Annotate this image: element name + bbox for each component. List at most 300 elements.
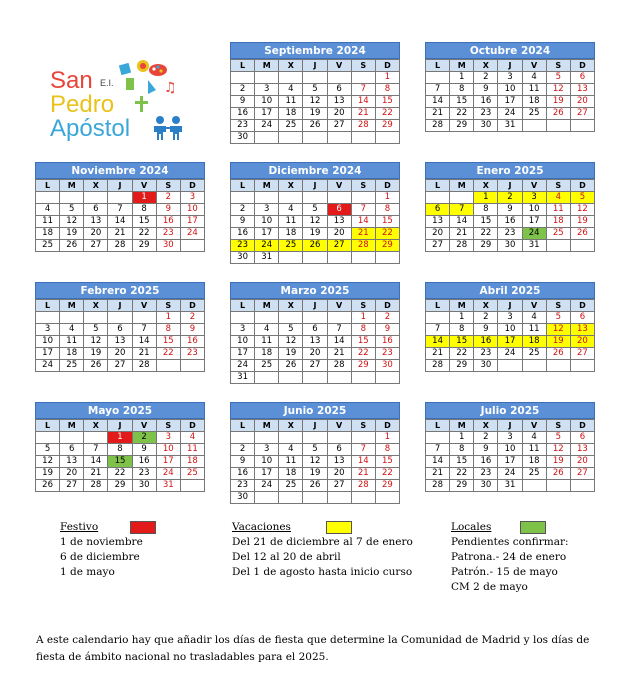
day-cell: 3 xyxy=(255,444,279,456)
week-row xyxy=(426,456,595,468)
weekday-header: L xyxy=(231,420,255,432)
empty-cell xyxy=(180,240,204,252)
day-cell: 18 xyxy=(180,456,204,468)
day-cell: 5 xyxy=(84,324,108,336)
month-title: Julio 2025 xyxy=(425,402,595,419)
day-cell: 15 xyxy=(108,456,132,468)
month-calendar xyxy=(425,162,595,252)
empty-cell xyxy=(450,192,474,204)
day-cell: 25 xyxy=(279,240,303,252)
week-row xyxy=(36,468,205,480)
week-row xyxy=(426,480,595,492)
day-cell: 1 xyxy=(375,72,399,84)
weekday-header: S xyxy=(546,60,570,72)
empty-cell xyxy=(279,372,303,384)
day-cell: 17 xyxy=(36,348,60,360)
day-cell: 18 xyxy=(279,468,303,480)
month-calendar xyxy=(35,162,205,252)
empty-cell xyxy=(255,372,279,384)
month-calendar xyxy=(230,42,400,144)
day-cell: 2 xyxy=(498,192,522,204)
weekday-header: V xyxy=(132,180,156,192)
day-cell: 27 xyxy=(108,360,132,372)
weekday-header: D xyxy=(570,60,594,72)
day-cell: 14 xyxy=(327,336,351,348)
day-cell: 29 xyxy=(375,120,399,132)
day-cell: 15 xyxy=(156,336,180,348)
month-calendar xyxy=(425,42,595,132)
weekday-header: J xyxy=(108,180,132,192)
weekday-header-row xyxy=(231,60,400,72)
day-cell: 20 xyxy=(327,228,351,240)
day-cell: 3 xyxy=(498,312,522,324)
school-logo xyxy=(48,58,198,148)
day-cell: 7 xyxy=(426,324,450,336)
day-cell: 7 xyxy=(327,324,351,336)
day-cell: 26 xyxy=(546,108,570,120)
day-cell: 21 xyxy=(351,468,375,480)
weekday-header: S xyxy=(156,300,180,312)
day-cell: 27 xyxy=(303,360,327,372)
day-cell: 1 xyxy=(450,432,474,444)
week-row xyxy=(426,108,595,120)
week-row xyxy=(36,216,205,228)
day-cell: 11 xyxy=(60,336,84,348)
day-cell: 16 xyxy=(474,456,498,468)
day-cell: 27 xyxy=(327,480,351,492)
day-cell: 9 xyxy=(180,324,204,336)
week-row xyxy=(36,192,205,204)
day-cell: 7 xyxy=(426,444,450,456)
weekday-header: X xyxy=(279,300,303,312)
week-row xyxy=(426,204,595,216)
day-cell: 24 xyxy=(180,228,204,240)
empty-cell xyxy=(327,492,351,504)
empty-cell xyxy=(375,372,399,384)
empty-cell xyxy=(180,480,204,492)
day-cell: 11 xyxy=(36,216,60,228)
empty-cell xyxy=(84,192,108,204)
day-cell: 18 xyxy=(255,348,279,360)
week-row xyxy=(231,468,400,480)
empty-cell xyxy=(132,312,156,324)
day-cell: 5 xyxy=(546,432,570,444)
day-cell: 14 xyxy=(132,336,156,348)
day-cell: 13 xyxy=(570,444,594,456)
legend-vacaciones-line: Del 12 al 20 de abril xyxy=(232,551,341,563)
legend-festivo-line: 6 de diciembre xyxy=(60,551,140,563)
day-cell: 24 xyxy=(522,228,546,240)
weekday-header: V xyxy=(327,300,351,312)
day-cell: 21 xyxy=(351,108,375,120)
day-cell: 19 xyxy=(303,228,327,240)
day-cell: 20 xyxy=(570,336,594,348)
day-cell: 21 xyxy=(108,228,132,240)
day-cell: 29 xyxy=(375,480,399,492)
weekday-header: S xyxy=(156,420,180,432)
day-cell: 29 xyxy=(450,120,474,132)
day-cell: 18 xyxy=(522,456,546,468)
day-cell: 28 xyxy=(426,480,450,492)
empty-cell xyxy=(303,492,327,504)
empty-cell xyxy=(375,252,399,264)
day-cell: 10 xyxy=(522,204,546,216)
day-cell: 13 xyxy=(570,84,594,96)
day-cell: 27 xyxy=(84,240,108,252)
day-cell: 29 xyxy=(450,360,474,372)
empty-cell xyxy=(327,252,351,264)
empty-cell xyxy=(570,480,594,492)
day-cell: 12 xyxy=(303,216,327,228)
day-cell: 23 xyxy=(474,108,498,120)
day-cell: 25 xyxy=(255,360,279,372)
weekday-header: M xyxy=(450,60,474,72)
day-cell: 19 xyxy=(546,96,570,108)
week-row xyxy=(231,252,400,264)
legend-vacaciones-line: Del 1 de agosto hasta inicio curso xyxy=(232,566,413,578)
day-cell: 10 xyxy=(255,456,279,468)
day-cell: 4 xyxy=(522,72,546,84)
day-cell: 15 xyxy=(375,96,399,108)
week-row xyxy=(231,96,400,108)
weekday-header: S xyxy=(546,420,570,432)
day-cell: 29 xyxy=(375,240,399,252)
empty-cell xyxy=(255,72,279,84)
day-cell: 18 xyxy=(36,228,60,240)
week-row xyxy=(36,432,205,444)
day-cell: 13 xyxy=(108,336,132,348)
empty-cell xyxy=(279,492,303,504)
day-cell: 25 xyxy=(279,480,303,492)
empty-cell xyxy=(180,360,204,372)
day-cell: 20 xyxy=(60,468,84,480)
day-cell: 22 xyxy=(351,348,375,360)
weekday-header: J xyxy=(498,420,522,432)
day-cell: 24 xyxy=(255,240,279,252)
day-cell: 22 xyxy=(450,468,474,480)
day-cell: 13 xyxy=(60,456,84,468)
weekday-header: D xyxy=(375,300,399,312)
day-cell: 21 xyxy=(84,468,108,480)
day-cell: 5 xyxy=(303,444,327,456)
day-cell: 9 xyxy=(498,204,522,216)
day-cell: 27 xyxy=(570,468,594,480)
day-cell: 17 xyxy=(255,468,279,480)
weekday-header: M xyxy=(255,420,279,432)
empty-cell xyxy=(279,132,303,144)
empty-cell xyxy=(60,432,84,444)
empty-cell xyxy=(327,372,351,384)
day-cell: 29 xyxy=(450,480,474,492)
weekday-header: M xyxy=(60,300,84,312)
day-cell: 5 xyxy=(546,312,570,324)
day-cell: 12 xyxy=(303,456,327,468)
day-cell: 8 xyxy=(156,324,180,336)
day-cell: 25 xyxy=(180,468,204,480)
day-cell: 20 xyxy=(426,228,450,240)
day-cell: 2 xyxy=(231,84,255,96)
empty-cell xyxy=(303,192,327,204)
day-cell: 14 xyxy=(351,96,375,108)
day-cell: 11 xyxy=(279,456,303,468)
day-cell: 9 xyxy=(132,444,156,456)
week-row xyxy=(231,132,400,144)
month-title: Enero 2025 xyxy=(425,162,595,179)
weekday-header: V xyxy=(327,420,351,432)
day-cell: 5 xyxy=(279,324,303,336)
month-calendar xyxy=(35,282,205,372)
day-cell: 1 xyxy=(351,312,375,324)
logo-ei: E.I. xyxy=(100,78,114,88)
art-icons xyxy=(119,60,177,96)
week-row xyxy=(231,480,400,492)
weekday-header: J xyxy=(303,420,327,432)
empty-cell xyxy=(279,252,303,264)
day-cell: 10 xyxy=(36,336,60,348)
day-cell: 2 xyxy=(474,432,498,444)
day-cell: 16 xyxy=(180,336,204,348)
day-cell: 24 xyxy=(498,468,522,480)
day-cell: 29 xyxy=(108,480,132,492)
day-cell: 6 xyxy=(570,312,594,324)
weekday-header-row xyxy=(36,180,205,192)
day-cell: 8 xyxy=(375,444,399,456)
month-title: Mayo 2025 xyxy=(35,402,205,419)
day-cell: 15 xyxy=(450,96,474,108)
day-cell: 1 xyxy=(450,72,474,84)
weekday-header: M xyxy=(255,180,279,192)
week-row xyxy=(426,84,595,96)
day-cell: 19 xyxy=(36,468,60,480)
weekday-header: J xyxy=(498,300,522,312)
legend-festivo-line: 1 de noviembre xyxy=(60,536,143,548)
week-row xyxy=(231,456,400,468)
day-cell: 1 xyxy=(375,192,399,204)
day-cell: 20 xyxy=(570,456,594,468)
month-title: Marzo 2025 xyxy=(230,282,400,299)
day-cell: 11 xyxy=(180,444,204,456)
weekday-header: J xyxy=(303,180,327,192)
week-row xyxy=(36,348,205,360)
legend-vacaciones-title: Vacaciones xyxy=(232,521,291,533)
day-cell: 10 xyxy=(255,96,279,108)
day-cell: 2 xyxy=(132,432,156,444)
weekday-header: X xyxy=(279,60,303,72)
day-cell: 16 xyxy=(474,96,498,108)
day-cell: 1 xyxy=(474,192,498,204)
day-cell: 23 xyxy=(180,348,204,360)
day-cell: 21 xyxy=(450,228,474,240)
day-cell: 14 xyxy=(108,216,132,228)
day-cell: 6 xyxy=(327,84,351,96)
empty-cell xyxy=(546,120,570,132)
week-row xyxy=(231,72,400,84)
empty-cell xyxy=(231,432,255,444)
week-row xyxy=(231,216,400,228)
empty-cell xyxy=(231,72,255,84)
week-row xyxy=(426,432,595,444)
empty-cell xyxy=(498,360,522,372)
weekday-header: S xyxy=(351,420,375,432)
empty-cell xyxy=(375,492,399,504)
week-row xyxy=(426,120,595,132)
empty-cell xyxy=(255,432,279,444)
day-cell: 6 xyxy=(426,204,450,216)
weekday-header-row xyxy=(426,420,595,432)
day-cell: 23 xyxy=(231,480,255,492)
weekday-header: L xyxy=(36,300,60,312)
weekday-header: J xyxy=(498,60,522,72)
day-cell: 19 xyxy=(303,468,327,480)
month-table xyxy=(35,299,205,372)
week-row xyxy=(231,108,400,120)
day-cell: 31 xyxy=(255,252,279,264)
week-row xyxy=(426,228,595,240)
day-cell: 3 xyxy=(255,84,279,96)
empty-cell xyxy=(426,192,450,204)
empty-cell xyxy=(36,312,60,324)
day-cell: 12 xyxy=(303,96,327,108)
day-cell: 30 xyxy=(474,480,498,492)
day-cell: 23 xyxy=(474,468,498,480)
weekday-header-row xyxy=(36,300,205,312)
day-cell: 18 xyxy=(279,108,303,120)
day-cell: 25 xyxy=(522,348,546,360)
day-cell: 3 xyxy=(498,432,522,444)
week-row xyxy=(426,336,595,348)
day-cell: 27 xyxy=(570,108,594,120)
day-cell: 8 xyxy=(474,204,498,216)
day-cell: 22 xyxy=(375,228,399,240)
legend-locales-title: Locales xyxy=(451,521,492,533)
day-cell: 12 xyxy=(60,216,84,228)
month-calendar xyxy=(425,402,595,492)
weekday-header: D xyxy=(375,60,399,72)
month-calendar xyxy=(35,402,205,492)
day-cell: 10 xyxy=(498,324,522,336)
weekday-header: V xyxy=(327,180,351,192)
weekday-header: D xyxy=(570,300,594,312)
weekday-header-row xyxy=(231,300,400,312)
day-cell: 19 xyxy=(60,228,84,240)
month-title: Diciembre 2024 xyxy=(230,162,400,179)
day-cell: 4 xyxy=(279,84,303,96)
week-row xyxy=(36,228,205,240)
weekday-header: J xyxy=(108,300,132,312)
day-cell: 29 xyxy=(474,240,498,252)
weekday-header: X xyxy=(279,420,303,432)
empty-cell xyxy=(303,432,327,444)
empty-cell xyxy=(522,120,546,132)
day-cell: 16 xyxy=(231,108,255,120)
week-row xyxy=(231,348,400,360)
day-cell: 20 xyxy=(570,96,594,108)
day-cell: 28 xyxy=(132,360,156,372)
month-title: Octubre 2024 xyxy=(425,42,595,59)
day-cell: 21 xyxy=(132,348,156,360)
weekday-header: V xyxy=(522,60,546,72)
weekday-header: J xyxy=(108,420,132,432)
day-cell: 7 xyxy=(426,84,450,96)
week-row xyxy=(231,312,400,324)
weekday-header-row xyxy=(426,60,595,72)
weekday-header: M xyxy=(450,300,474,312)
legend-festivo xyxy=(60,520,143,580)
empty-cell xyxy=(60,312,84,324)
day-cell: 26 xyxy=(60,240,84,252)
weekday-header: X xyxy=(474,300,498,312)
day-cell: 19 xyxy=(84,348,108,360)
cross-icon xyxy=(135,96,148,112)
day-cell: 4 xyxy=(522,432,546,444)
empty-cell xyxy=(570,120,594,132)
day-cell: 17 xyxy=(498,456,522,468)
day-cell: 19 xyxy=(546,336,570,348)
day-cell: 30 xyxy=(156,240,180,252)
legend-locales-line: Patrón.- 15 de mayo xyxy=(451,566,558,578)
week-row xyxy=(36,324,205,336)
day-cell: 26 xyxy=(279,360,303,372)
weekday-header: M xyxy=(60,420,84,432)
day-cell: 19 xyxy=(546,456,570,468)
day-cell: 25 xyxy=(546,228,570,240)
day-cell: 26 xyxy=(570,228,594,240)
day-cell: 30 xyxy=(375,360,399,372)
day-cell: 21 xyxy=(426,348,450,360)
day-cell: 16 xyxy=(231,468,255,480)
weekday-header-row xyxy=(426,180,595,192)
day-cell: 24 xyxy=(255,120,279,132)
day-cell: 25 xyxy=(60,360,84,372)
month-title: Febrero 2025 xyxy=(35,282,205,299)
day-cell: 25 xyxy=(279,120,303,132)
day-cell: 18 xyxy=(522,336,546,348)
day-cell: 10 xyxy=(255,216,279,228)
weekday-header: V xyxy=(522,180,546,192)
empty-cell xyxy=(327,132,351,144)
day-cell: 17 xyxy=(498,96,522,108)
empty-cell xyxy=(546,240,570,252)
day-cell: 28 xyxy=(84,480,108,492)
day-cell: 3 xyxy=(522,192,546,204)
day-cell: 23 xyxy=(156,228,180,240)
day-cell: 28 xyxy=(426,360,450,372)
day-cell: 7 xyxy=(132,324,156,336)
weekday-header-row xyxy=(36,420,205,432)
weekday-header: S xyxy=(351,180,375,192)
day-cell: 3 xyxy=(156,432,180,444)
day-cell: 31 xyxy=(231,372,255,384)
month-table xyxy=(35,179,205,252)
weekday-header: L xyxy=(231,60,255,72)
month-title: Noviembre 2024 xyxy=(35,162,205,179)
day-cell: 6 xyxy=(108,324,132,336)
day-cell: 7 xyxy=(108,204,132,216)
day-cell: 11 xyxy=(522,324,546,336)
weekday-header: M xyxy=(255,60,279,72)
week-row xyxy=(231,192,400,204)
day-cell: 22 xyxy=(108,468,132,480)
day-cell: 17 xyxy=(231,348,255,360)
week-row xyxy=(36,312,205,324)
day-cell: 8 xyxy=(351,324,375,336)
day-cell: 4 xyxy=(279,444,303,456)
weekday-header: V xyxy=(522,300,546,312)
day-cell: 4 xyxy=(279,204,303,216)
day-cell: 22 xyxy=(132,228,156,240)
day-cell: 3 xyxy=(180,192,204,204)
weekday-header: V xyxy=(132,300,156,312)
